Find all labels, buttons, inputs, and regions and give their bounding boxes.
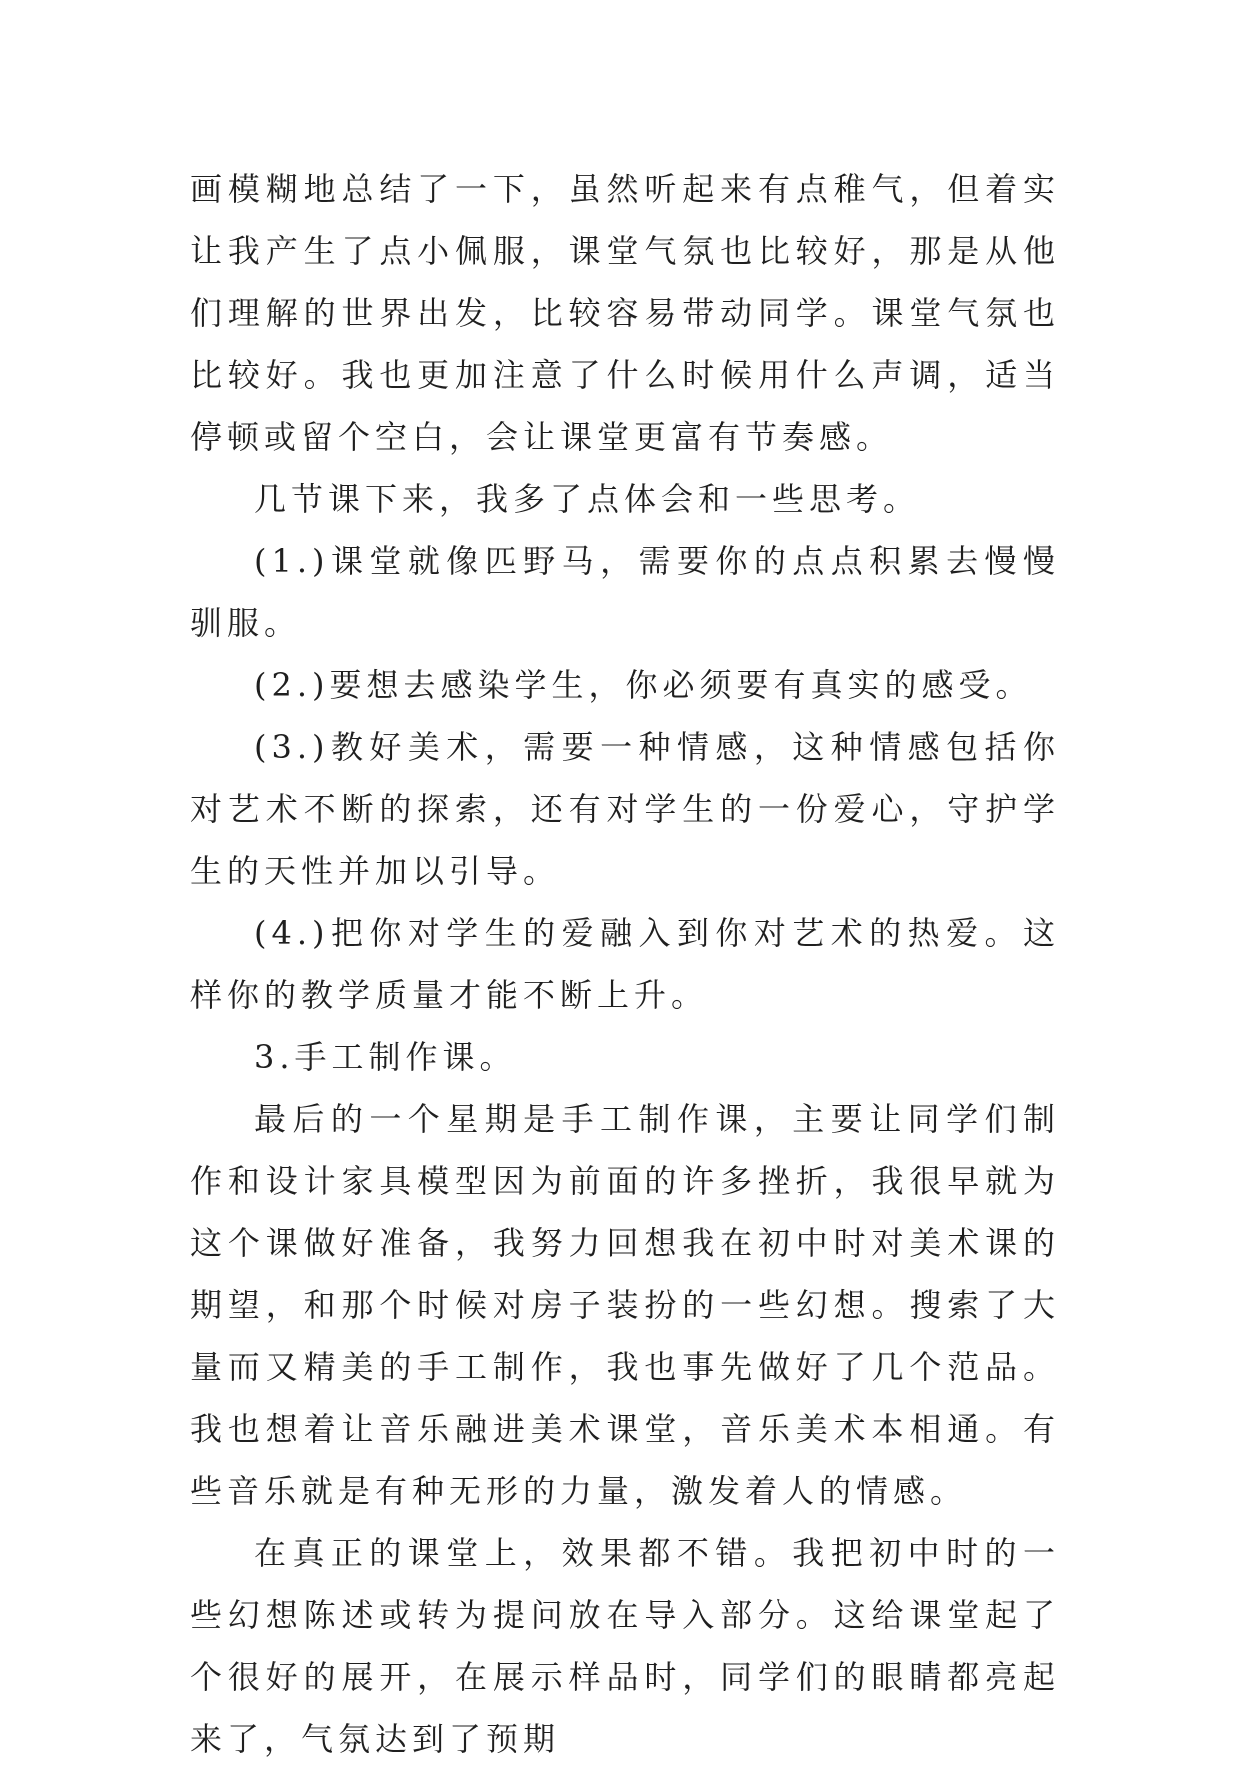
section-heading-handcraft: 3.手工制作课。 [254,1038,517,1076]
paragraph-reflection-intro: 几节课下来，我多了点体会和一些思考。 [254,480,921,518]
paragraph-continued: 画模糊地总结了一下，虽然听起来有点稚气，但着实让我产生了点小佩服，课堂气氛也比较好，那是从他们理解的世界出发，比较容易带动同学。课堂气氛也比较好。我也更加注意了什么时候用什么声调，适当停顿或留个空白，会让课堂更富有节奏感。 [190,170,1060,456]
list-item-4: (4.)把你对学生的爱融入到你对艺术的热爱。这样你的教学质量才能不断上升。 [190,914,1060,1014]
paragraph-classroom-result: 在真正的课堂上，效果都不错。我把初中时的一些幻想陈述或转为提问放在导入部分。这给课堂起了个很好的展开，在展示样品时，同学们的眼睛都亮起来了，气氛达到了预期 [190,1534,1060,1758]
list-item-1: (1.)课堂就像匹野马，需要你的点点积累去慢慢驯服。 [190,542,1060,642]
paragraph-handcraft: 最后的一个星期是手工制作课，主要让同学们制作和设计家具模型因为前面的许多挫折，我很早就为这个课做好准备，我努力回想我在初中时对美术课的期望，和那个时候对房子装扮的一些幻想。搜索了大量而又精美的手工制作，我也事先做好了几个范品。我也想着让音乐融进美术课堂，音乐美术本相通。有些音乐就是有种无形的力量，激发着人的情感。 [190,1100,1060,1510]
list-item-2: (2.)要想去感染学生，你必须要有真实的感受。 [254,666,1033,704]
document-body [190,158,1060,1770]
list-item-3: (3.)教好美术，需要一种情感，这种情感包括你对艺术不断的探索，还有对学生的一份爱心，守护学生的天性并加以引导。 [190,728,1060,890]
